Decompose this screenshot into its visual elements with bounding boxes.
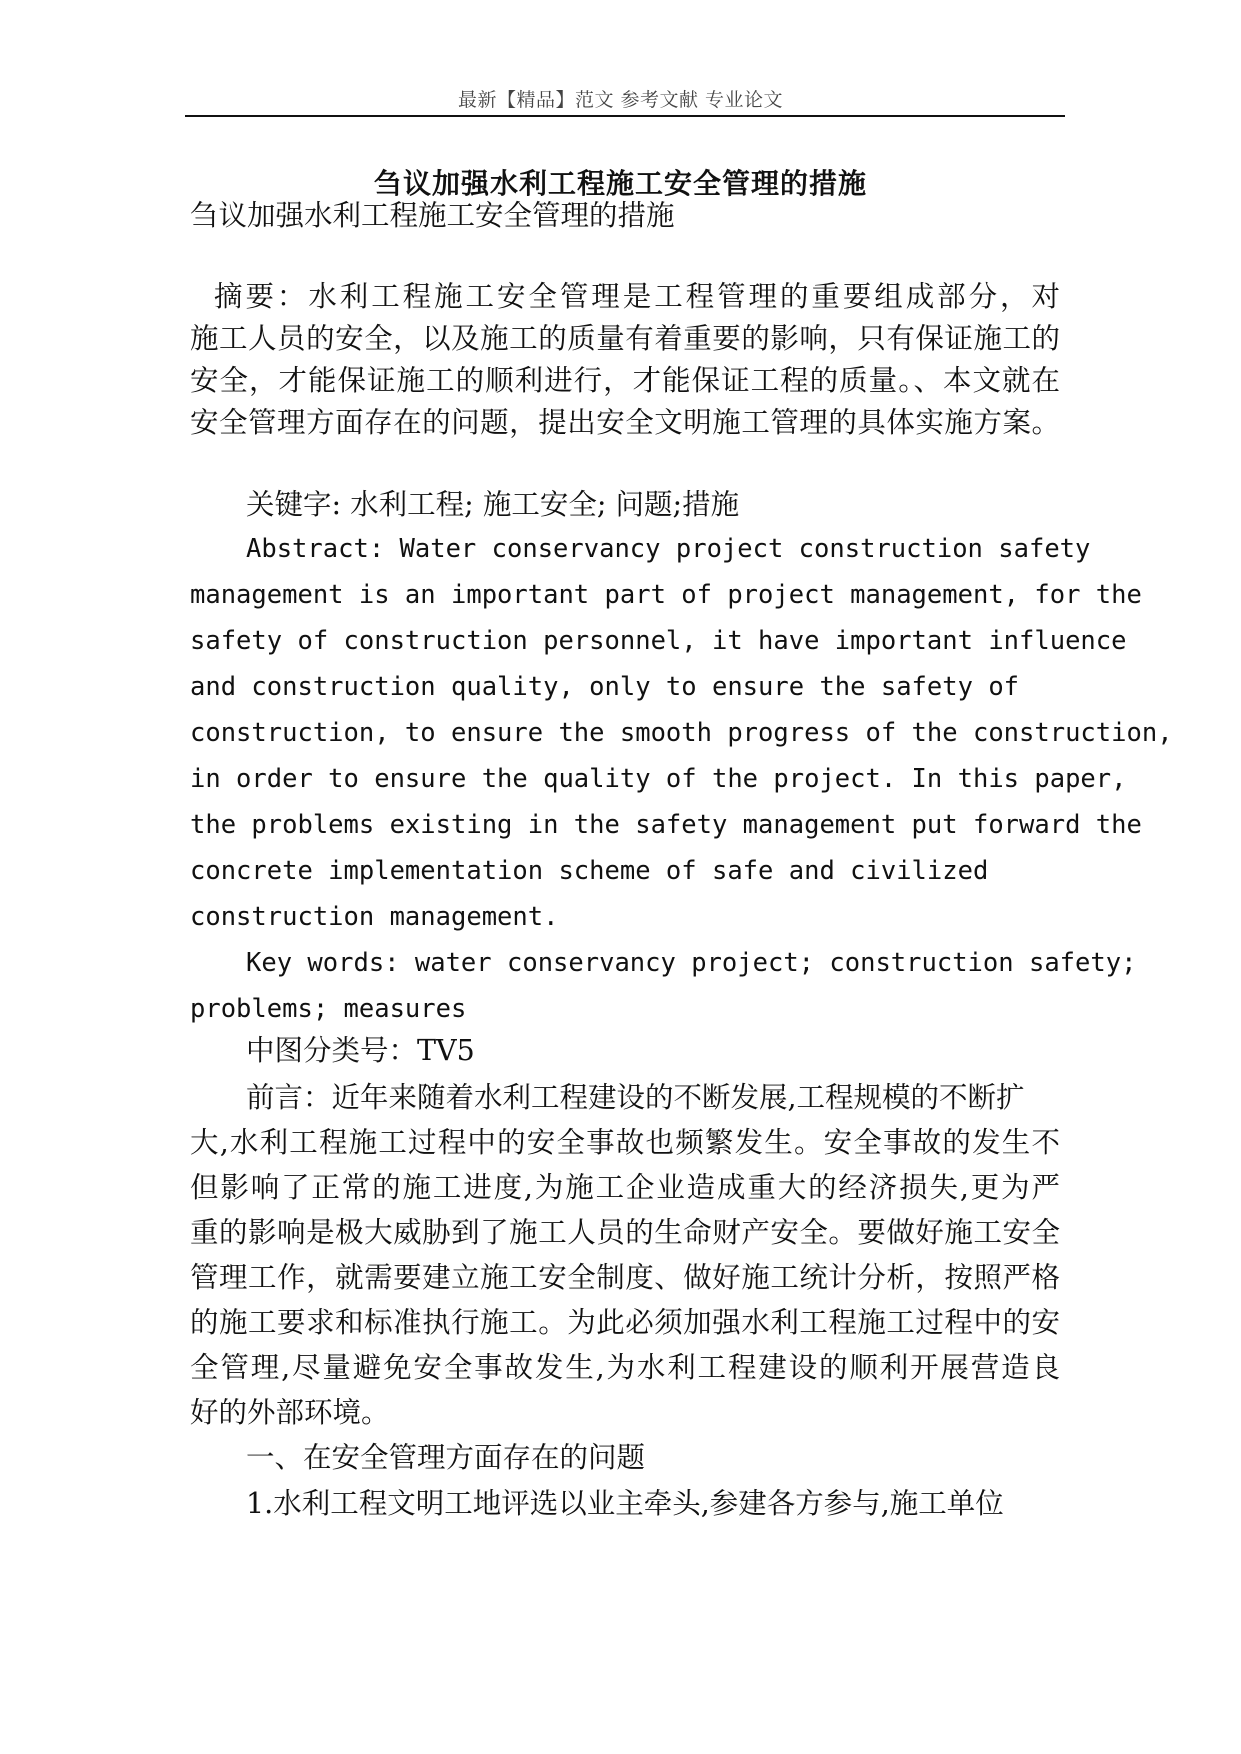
preface-line: 好的外部环境。	[190, 1396, 390, 1429]
preface-line: 管理工作，就需要建立施工安全制度、做好施工统计分析，按照严格	[190, 1261, 1060, 1294]
abstract-en-line: construction management.	[190, 902, 559, 932]
page-header: 最新【精品】范文 参考文献 专业论文	[457, 89, 784, 111]
section-item: 1.水利工程文明工地评选以业主牵头,参建各方参与,施工单位	[246, 1487, 1004, 1520]
preface-line: 全管理,尽量避免安全事故发生,为水利工程建设的顺利开展营造良	[190, 1351, 1060, 1384]
header-divider	[185, 115, 1065, 117]
abstract-en-line: in order to ensure the quality of the project. In this paper,	[190, 764, 1127, 794]
preface-line: 但影响了正常的施工进度,为施工企业造成重大的经济损失,更为严	[190, 1171, 1060, 1204]
abstract-en-line: the problems existing in the safety management put forward the	[190, 810, 1142, 840]
preface-line: 重的影响是极大威胁到了施工人员的生命财产安全。要做好施工安全	[190, 1216, 1060, 1249]
document-title: 刍议加强水利工程施工安全管理的措施	[373, 167, 867, 200]
preface-line: 的施工要求和标准执行施工。为此必须加强水利工程施工过程中的安	[190, 1306, 1060, 1339]
keywords-en-line: problems; measures	[190, 994, 467, 1024]
keywords-en-line: Key words: water conservancy project; construction safety;	[246, 948, 1137, 978]
section-heading: 一、在安全管理方面存在的问题	[246, 1441, 646, 1474]
abstract-en-line: Abstract: Water conservancy project construction safety	[246, 534, 1091, 564]
abstract-en-line: safety of construction personnel, it have important influence	[190, 626, 1127, 656]
preface-line: 前言：近年来随着水利工程建设的不断发展,工程规模的不断扩	[246, 1081, 1025, 1114]
abstract-en-line: construction, to ensure the smooth progress of the construction,	[190, 718, 1173, 748]
document-subtitle: 刍议加强水利工程施工安全管理的措施	[190, 199, 675, 232]
abstract-cn-line: 安全管理方面存在的问题，提出安全文明施工管理的具体实施方案。	[190, 406, 1060, 439]
abstract-cn-line: 摘要：水利工程施工安全管理是工程管理的重要组成部分，对	[190, 280, 1060, 313]
abstract-en-line: management is an important part of project management, for the	[190, 580, 1142, 610]
abstract-en-line: and construction quality, only to ensure the safety of	[190, 672, 1020, 702]
classification-number: 中图分类号：TV5	[246, 1034, 475, 1067]
abstract-cn-line: 安全，才能保证施工的顺利进行，才能保证工程的质量。、本文就在	[190, 364, 1060, 397]
abstract-en-line: concrete implementation scheme of safe and civilized	[190, 856, 989, 886]
keywords-cn: 关键字: 水利工程; 施工安全; 问题;措施	[246, 488, 740, 521]
preface-line: 大,水利工程施工过程中的安全事故也频繁发生。安全事故的发生不	[190, 1126, 1060, 1159]
abstract-cn-line: 施工人员的安全，以及施工的质量有着重要的影响，只有保证施工的	[190, 322, 1060, 355]
